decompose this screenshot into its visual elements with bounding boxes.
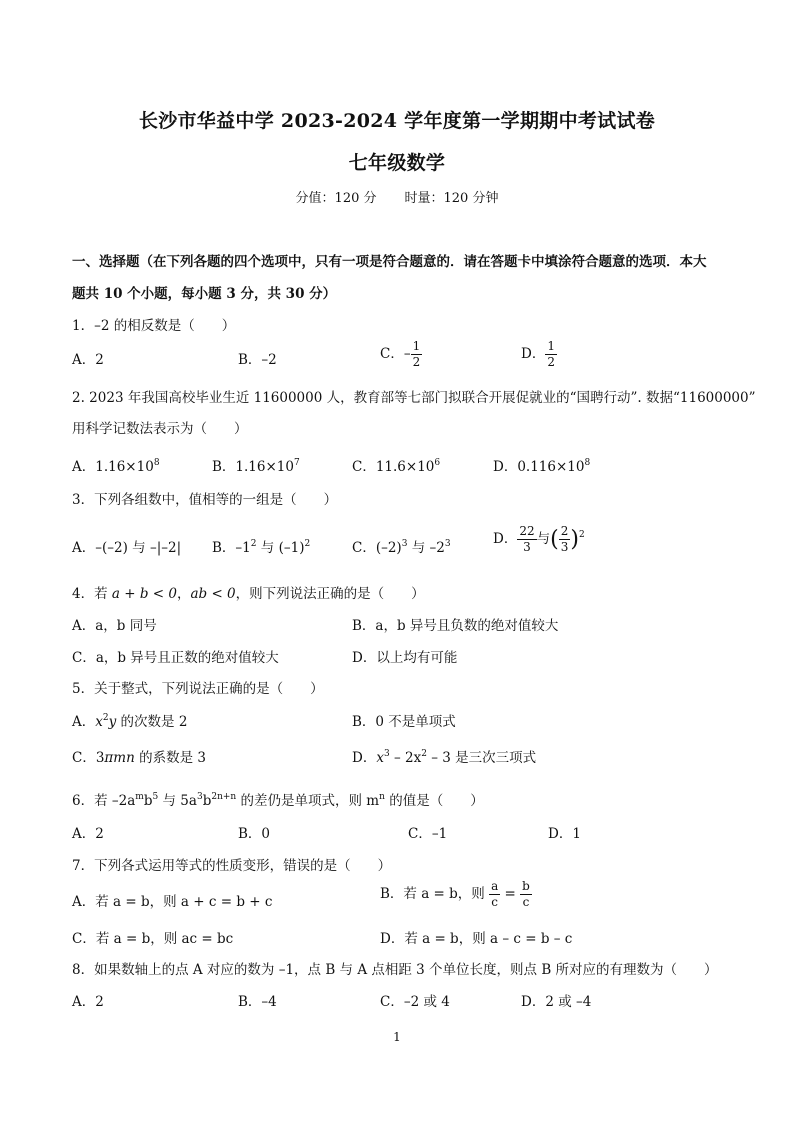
q6-option-c: C．–1 [408,826,448,842]
q7-stem: 7．下列各式运用等式的性质变形，错误的是（ ） [72,858,392,874]
q4-option-c: C．a，b 异号且正数的绝对值较大 [72,650,279,666]
q3-stem: 3．下列各组数中，值相等的一组是（ ） [72,492,338,508]
q3-option-b: B．$-1^2$ 与 $(-1)^2$ [212,539,311,556]
q3-option-a: A．–(–2) 与 –|–2| [72,540,182,556]
q4-stem: 4．若 a + b < 0，ab < 0，则下列说法正确的是（ ） [72,586,425,602]
exam-subtitle: 七年级数学 [348,152,446,174]
q8-option-b: B．–4 [238,994,277,1010]
q8-option-c: C．–2 或 4 [380,994,450,1010]
q6-option-d: D．1 [548,826,581,842]
q5-option-b: B．0 不是单项式 [352,714,456,730]
q6-option-b: B．0 [238,826,271,842]
exam-meta [0,187,794,206]
q5-option-a: A．$x^2y$ 的次数是 2 [72,713,188,730]
q5-option-d: D．$x^3 - 2x^2 - 3$ 是三次三项式 [352,749,537,766]
q3-option-d: D． $\frac{22}{3}$ 与( $\frac{2}{3}$ )$^2$ [493,524,585,554]
q2-stem-line2: 用科学记数法表示为（ ） [72,421,248,437]
q7-option-c: C．若 a = b，则 ac = bc [72,931,234,947]
q1-option-d: D． $\frac{1}{2}$ [521,339,555,369]
q1-stem: 1．–2 的相反数是（ ） [72,318,236,334]
q8-stem: 8．如果数轴上的点 A 对应的数为 –1，点 B 与 A 点相距 3 个单位长度，则点 B 所对应的有理数为（ ） [72,962,718,978]
q8-option-a: A．2 [72,994,104,1010]
q7-option-a: A．若 a = b，则 a + c = b + c [72,894,273,910]
q2-option-b: B．$1.16\times 10^7$ [212,458,300,475]
q7-option-d: D．若 a = b，则 a – c = b – c [380,931,573,947]
q8-option-d: D．2 或 –4 [521,994,592,1010]
q5-stem: 5．关于整式，下列说法正确的是（ ） [72,681,324,697]
time-info: 时量：120 分钟 [404,191,499,206]
q2-option-d: D．$0.116\times 10^8$ [493,458,591,475]
q3-option-c: C．$(-2)^3$ 与 $-2^3$ [352,539,451,556]
q2-option-a: A．$1.16\times 10^8$ [72,458,160,475]
q2-stem-line1: 2. 2023 年我国高校毕业生近 11600000 人，教育部等七部门拟联合开展促就业的“国聘行动”. 数据“11600000” [72,390,756,406]
q5-option-c: C．3πmn 的系数是 3 [72,750,206,766]
section-header-line1: 一、选择题（在下列各题的四个选项中，只有一项是符合题意的．请在答题卡中填涂符合题意的选项．本大 [72,254,707,270]
q1-option-b: B．–2 [238,352,277,368]
page-number: 1 [393,1030,401,1044]
section-header-line2: 题共 10 个小题，每小题 3 分，共 30 分） [72,286,337,302]
q2-option-c: C．$11.6\times 10^6$ [352,458,441,475]
q4-option-a: A．a，b 同号 [72,618,157,634]
q4-option-b: B．a，b 异号且负数的绝对值较大 [352,618,559,634]
q1-option-a: A．2 [72,352,104,368]
q6-option-a: A．2 [72,826,104,842]
q7-option-b: B．若 a = b，则 $\frac{a}{c}$ = $\frac{b}{c}$ [380,879,530,909]
score-info: 分值：120 分 [295,191,377,206]
q6-stem: 6．若 $-2a^mb^5$ 与 $5a^3b^{2n+n}$ 的差仍是单项式，则 $m^n$ 的值是（ ） [72,792,484,809]
q1-option-c: C．– $\frac{1}{2}$ [380,339,421,369]
q4-option-d: D．以上均有可能 [352,650,458,666]
exam-title: 长沙市华益中学 2023-2024 学年度第一学期期中考试试卷 [138,110,656,132]
